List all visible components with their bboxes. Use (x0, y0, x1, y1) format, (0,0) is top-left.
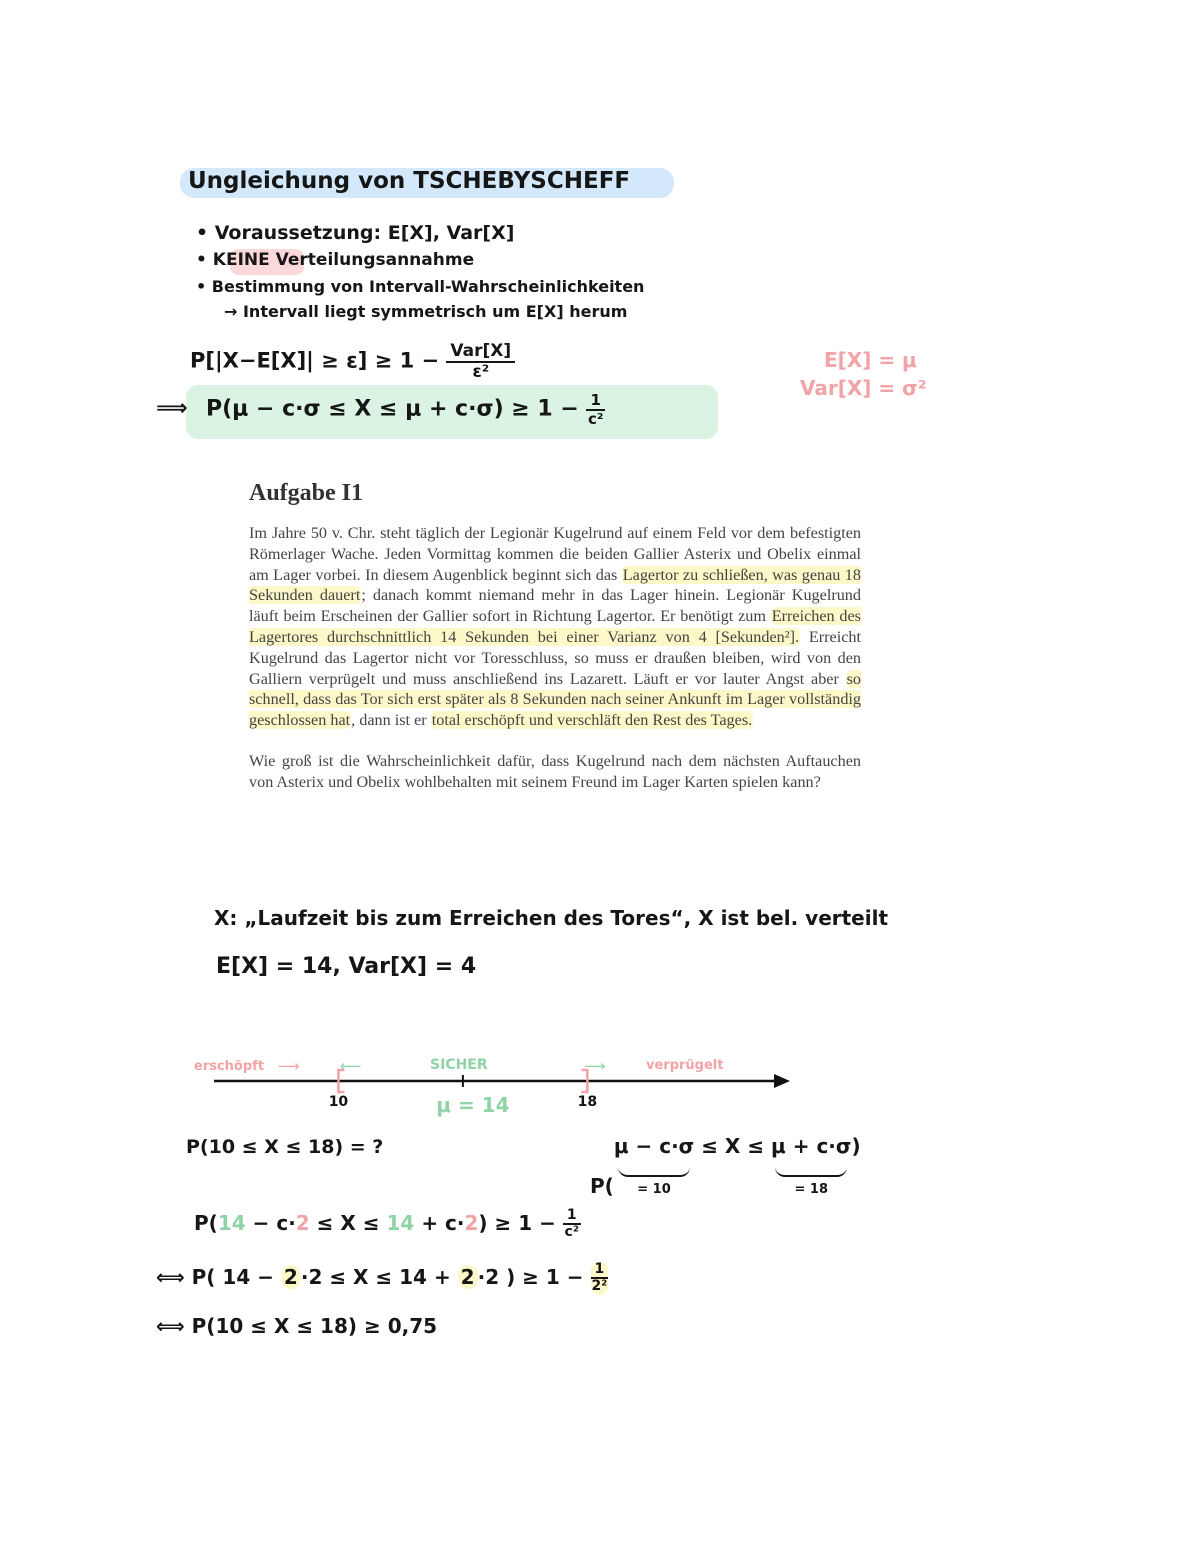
lower-eq: = 10 (637, 1182, 671, 1197)
lower-brace (618, 1167, 690, 1177)
label-right: verprügelt (646, 1058, 724, 1073)
general-mid: ≤ X ≤ (694, 1134, 772, 1158)
task-p1-seg: Im Jahre 50 v. Chr. steht täglich der Legionär Kugelrund auf einem Feld vor dem befestigten Römerlager Wache. Jeden Vormittag kommen die beiden Gallier Asterix und Obelix einmal am Lager vorbei. In diesem Augenblick beginnt sich das (249, 524, 861, 584)
general-lower-expr: μ − c·σ (613, 1134, 695, 1158)
task-p1-seg: Erreicht Kugelrund das Lagertor nicht vor Toresschluss, so muss er draußen bleiben, wird von den Galliern verprügelt und muss anschließend ins Lazarett. Läuft er vor lauter Angst aber (249, 627, 861, 688)
step1-fraction (563, 1208, 581, 1241)
step-2 (156, 1262, 608, 1295)
general-upper (771, 1134, 851, 1197)
label-mid: SICHER (430, 1057, 488, 1073)
step1-c: ≤ X ≤ (309, 1210, 387, 1235)
formula-2-den: c² (587, 409, 604, 428)
task-block (249, 480, 861, 793)
step1-mu2: 14 (386, 1210, 415, 1235)
task-p1-seg: , dann ist er (351, 711, 431, 730)
step1-num: 1 (563, 1208, 581, 1225)
step2-c1: 2 (281, 1265, 301, 1289)
bullet-1-text: Voraussetzung: E[X], Var[X] (214, 222, 515, 244)
mu-label: μ = 14 (436, 1093, 510, 1117)
step1-e: ) ≥ 1 − (478, 1210, 556, 1235)
step1-a: P( (194, 1210, 218, 1235)
formula-1-den: ε² (472, 361, 490, 382)
task-paragraph-2: Wie groß ist die Wahrscheinlichkeit dafür, dass Kugelrund nach dem nächsten Auftauchen von Asterix und Obelix wohlbehalten mit seinem Freund im Lager Karten spielen kann? (249, 751, 861, 791)
general-suffix: ) (851, 1134, 861, 1158)
step1-den: c² (564, 1224, 579, 1241)
step2-c2: 2 (458, 1265, 478, 1289)
highlight-mean-variance: Erreichen des Lagertores durchschnittlich 14 Sekunden bei einer Varianz von 4 [Sekunden²]. (249, 607, 861, 646)
formula-2-fraction (586, 392, 604, 427)
number-line-arrowhead (774, 1074, 790, 1088)
highlight-too-fast: so schnell, dass das Tor sich erst später als 8 Sekunden nach seiner Ankunft im Lager vollständig geschlossen hat (249, 669, 861, 730)
formula-1 (190, 342, 515, 381)
step2-arrow: ⟺ (156, 1264, 185, 1289)
definition-line: X: „Laufzeit bis zum Erreichen des Tores“, X ist bel. verteilt (214, 906, 889, 930)
bullet-3: • Bestimmung von Intervall-Wahrscheinlichkeiten (196, 277, 645, 296)
step2-fraction (591, 1262, 609, 1295)
general-upper-expr: μ + c·σ (771, 1134, 852, 1158)
highlight-exhausted: total erschöpft und verschläft den Rest des Tages. (431, 711, 753, 730)
side-note-ev: E[X] = μ (824, 348, 917, 372)
upper-eq: = 18 (794, 1182, 829, 1197)
question-line: P(10 ≤ X ≤ 18) = ? (186, 1136, 384, 1158)
side-note-var: Var[X] = σ² (800, 376, 927, 400)
step1-d: + c· (414, 1210, 465, 1235)
step1-mu1: 14 (217, 1210, 246, 1235)
step3-arrow: ⟺ (156, 1314, 185, 1338)
formula-1-left: P[|X−E[X]| ≥ ε] ≥ 1 − (190, 348, 440, 373)
highlight-gate-closing: Lagertor zu schließen, was genau 18 Sekunden dauert (249, 565, 861, 605)
sub-bullet: → Intervall liegt symmetrisch um E[X] herum (224, 302, 628, 321)
step3-text: P(10 ≤ X ≤ 18) ≥ 0,75 (191, 1314, 438, 1338)
general-lower (614, 1134, 694, 1197)
step-3 (156, 1314, 437, 1338)
task-heading: Aufgabe I1 (249, 480, 364, 506)
task-p1-seg: ; danach kommt niemand mehr in das Lager hinein. Legionär Kugelrund läuft beim Erscheinen der Gallier sofort in Richtung Lagertor. Er benötigt zum (249, 586, 861, 626)
task-paragraph-1 (249, 523, 861, 731)
bullet-1: • Voraussetzung: E[X], Var[X] (196, 222, 515, 244)
formula-2 (206, 392, 605, 427)
step2-b: ·2 ≤ X ≤ 14 + (300, 1264, 458, 1289)
bullet-3-text: Bestimmung von Intervall-Wahrscheinlichkeiten (211, 277, 645, 296)
general-form (590, 1134, 861, 1198)
step2-c: ·2 ) ≥ 1 − (477, 1264, 584, 1289)
general-prefix: P( (590, 1174, 614, 1198)
step1-b: − c· (245, 1210, 296, 1235)
formula-1-num: Var[X] (446, 342, 515, 363)
arrow-left-2: ⟵ (340, 1057, 362, 1075)
label-left: erschöpft (194, 1059, 265, 1074)
step2-den: 2² (591, 1278, 608, 1295)
tick-label-left: 10 (328, 1094, 349, 1110)
bullet-2-text: KEINE Verteilungsannahme (212, 250, 475, 270)
arrow-right-1: ⟶ (584, 1057, 606, 1075)
formula-2-left: P(μ − c·σ ≤ X ≤ μ + c·σ) ≥ 1 − (206, 396, 579, 422)
formula-1-fraction (446, 342, 515, 381)
implies-arrow: ⟹ (156, 396, 188, 421)
arrow-left-1: ⟶ (278, 1057, 300, 1075)
step2-a: P( 14 − (191, 1264, 281, 1289)
expectation-line: E[X] = 14, Var[X] = 4 (216, 954, 477, 979)
tick-label-right: 18 (577, 1094, 598, 1110)
bullet-2: • KEINE Verteilungsannahme (196, 250, 475, 270)
step1-s2: 2 (464, 1210, 479, 1235)
step-1 (194, 1208, 581, 1241)
notes-title: Ungleichung von TSCHEBYSCHEFF (188, 168, 631, 194)
number-line (190, 1048, 810, 1128)
step2-num: 1 (591, 1262, 609, 1279)
upper-brace (775, 1167, 847, 1177)
step1-s1: 2 (295, 1210, 310, 1235)
formula-2-num: 1 (586, 392, 604, 411)
